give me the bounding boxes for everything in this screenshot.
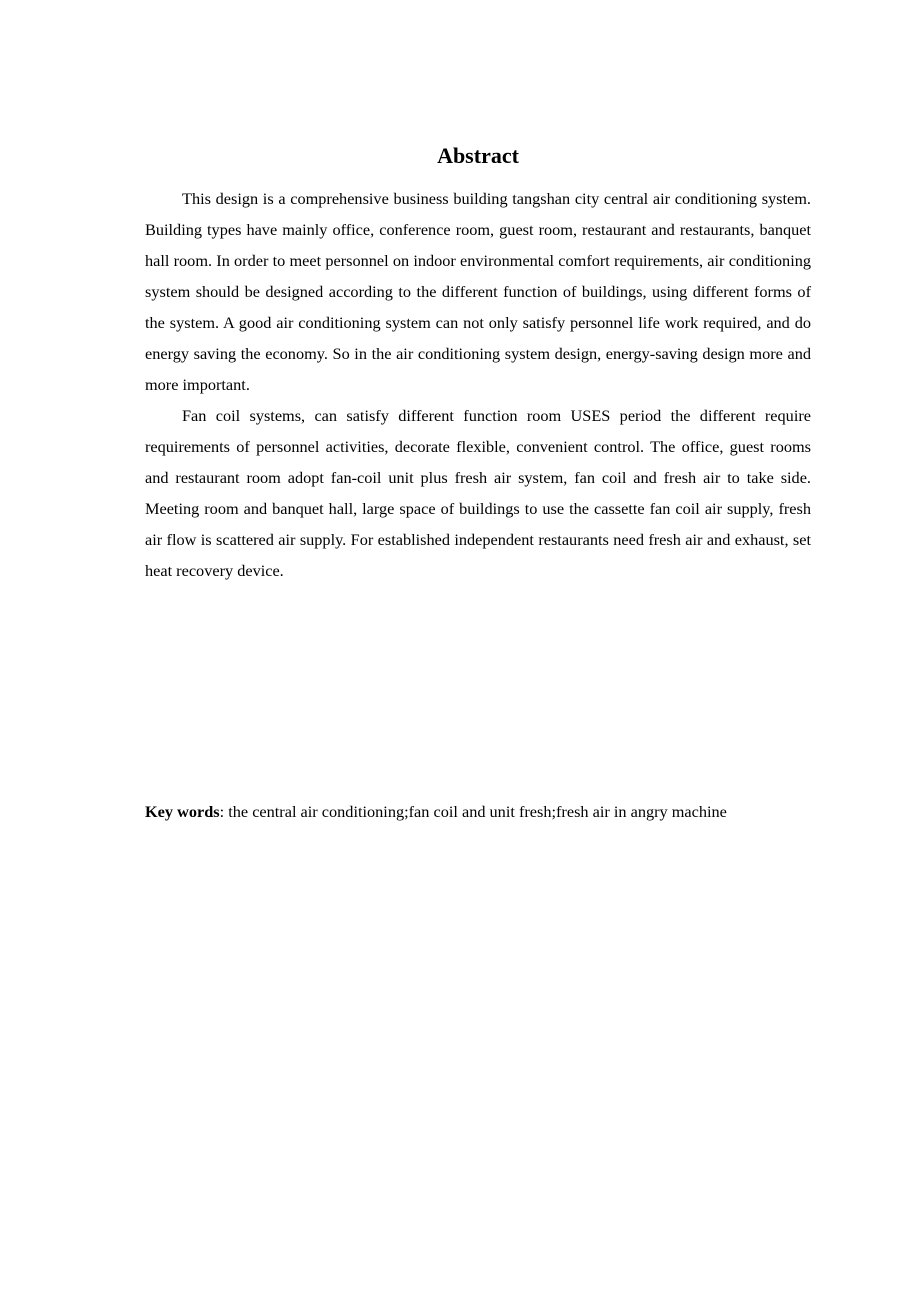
keywords-label: Key words (145, 802, 220, 821)
abstract-title: Abstract (437, 143, 519, 168)
keywords-separator: : (219, 802, 229, 821)
abstract-paragraph-1: This design is a comprehensive business building tangshan city central air conditioning system. Building types have mainly office, conference room, guest room, restaurant and restaurants, banquet hall room. In order to meet personnel on indoor environmental comfort requirements, air conditioning system should be designed according to the different function of buildings, using different forms of the system. A good air conditioning system can not only satisfy personnel life work required, and do energy saving the economy. So in the air conditioning system design, energy-saving design more and more important. (145, 189, 811, 394)
keywords-text: the central air conditioning;fan coil and unit fresh;fresh air in angry machine (228, 802, 727, 821)
keywords-line (145, 796, 845, 827)
abstract-body (145, 183, 811, 586)
abstract-paragraph-2: Fan coil systems, can satisfy different function room USES period the different require requirements of personnel activities, decorate flexible, convenient control. The office, guest rooms and restaurant room adopt fan-coil unit plus fresh air system, fan coil and fresh air to take side. Meeting room and banquet hall, large space of buildings to use the cassette fan coil air supply, fresh air flow is scattered air supply. For established independent restaurants need fresh air and exhaust, set heat recovery device. (145, 406, 811, 580)
